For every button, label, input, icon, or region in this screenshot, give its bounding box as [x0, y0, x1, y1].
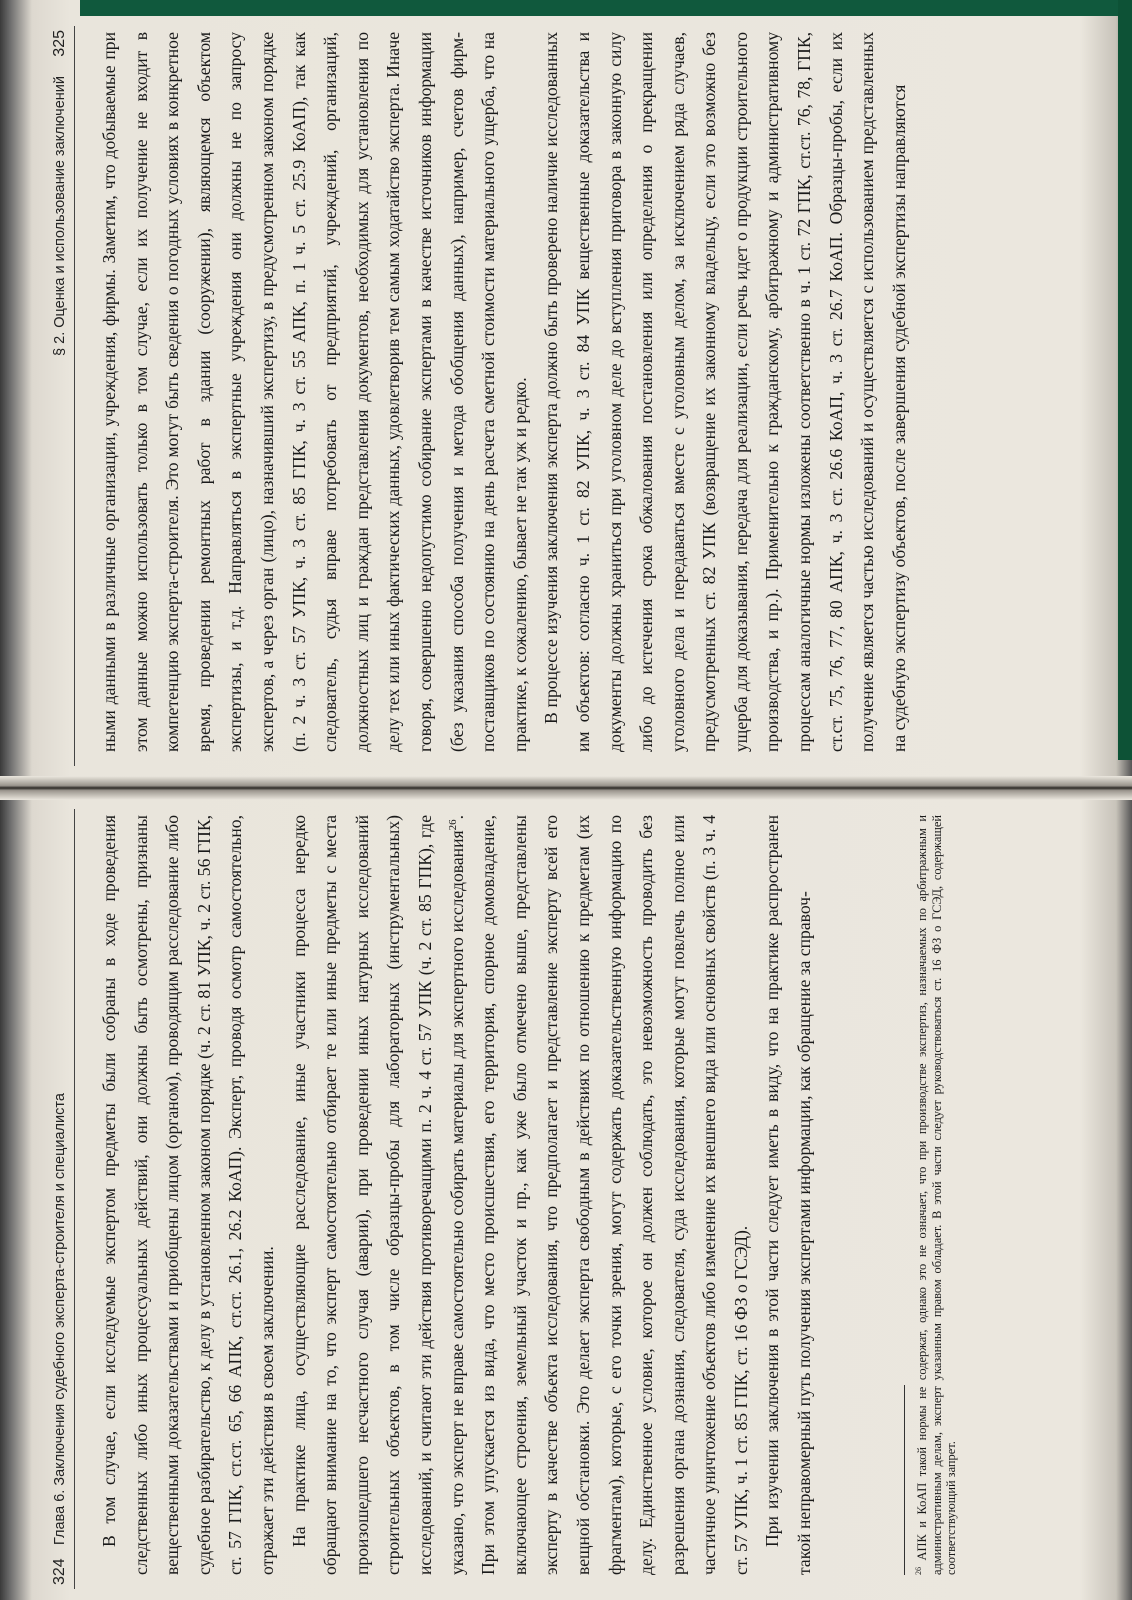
running-head	[50, 26, 75, 766]
paragraph: В том случае, если исследуемые экспертом предметы были собраны в ходе проведения следственных либо иных процессуальных действий, они должны быть осмотрены, признаны вещественными доказательствами и приобщены лицом (органом), проводящим расследование либо судебное разбирательство, к делу в установленном законом порядке (ч. 2 ст. 81 УПК, ч. 2 ст. 56 ГПК, ст. 57 ГПК, ст.ст. 65, 66 АПК, ст.ст. 26.1, 26.2 КоАП). Эксперт, проводя осмотр самостоятельно, отражает эти действия в своем заключении.	[99, 815, 277, 1575]
page-324-region	[30, 804, 1110, 1594]
running-head-title: Глава 6. Заключения судебного эксперта-строителя и специалиста	[52, 1093, 68, 1545]
paragraph	[284, 815, 758, 1575]
paragraph: При изучении заключения в этой части следует иметь в виду, что на практике распространен такой неправомерный путь получения экспертами информации, как обращение за справоч-	[762, 815, 815, 1575]
footnote-number: 26	[914, 1567, 923, 1575]
book-cover-edge	[80, 0, 1132, 16]
paragraph-text: На практике лица, осуществляющие расследование, иные участники процесса нередко обращают внимание на то, что эксперт самостоятельно отбирает те или иные предметы с места произошедшего несчастного случая (аварии), при проведении иных натурных исследований строительных объектов, в том числе образцы-пробы для лабораторных (инструментальных) исследований, и считают эти действия противоречащими п. 2 ч. 4 ст. 57 УПК (ч. 2 ст. 85 ГПК), где указано, что эксперт не вправе самостоятельно собирать материалы для экспертного исследования	[288, 815, 467, 1575]
body-text	[94, 815, 821, 1575]
paragraph: В процессе изучения заключения эксперта должно быть проверено наличие исследованных им объектов: согласно ч. 1 ст. 82 УПК, ч. 3 ст. 84 УПК вещественные доказательства и документы должны храниться при уголовном деле до вступления приговора в законную силу либо до истечения срока обжалования постановления или определения о прекращении уголовного дела и передаваться вместе с уголовным делом, за исключением ряда случаев, предусмотренных ст. 82 УПК (возвращение их законному владельцу, если это возможно без ущерба для доказывания, передача для реализации, если речь идет о продукции строительного производства, и пр.). Применительно к гражданскому, арбитражному и административному процессам аналогичные нормы изложены соответственно в ч. 1 ст. 72 ГПК, ст.ст. 76, 78, ГПК, ст.ст. 75, 76, 77, 80 АПК, ч. 3 ст. 26.6 КоАП, ч. 3 ст. 26.7 КоАП. Образцы-пробы, если их получение является частью исследований и осуществляется с использованием представленных на судебную экспертизу объектов, после завершения судебной экспертизы направляются	[541, 32, 909, 752]
footnote-marker: 26	[446, 819, 459, 831]
page-324	[50, 809, 1090, 1589]
page-number: 324	[51, 1558, 68, 1585]
running-head-title: § 2. Оценка и использование заключений	[52, 76, 68, 356]
page-325	[50, 26, 1090, 766]
footnote-divider	[904, 1385, 905, 1575]
paragraph-text-continued: . При этом упускается из вида, что место происшествия, его территория, спорное домовладение, включающее строения, земельный участок и пр., как уже было отмечено выше, представлены эксперту в качестве объекта исследования, что предполагает и представление эксперту всей его вещной обстановки. Это делает эксперта свободным в действиях по отношению к предметам (их фрагментам), которые, с его точки зрения, могут содержать доказательственную информацию по делу. Единственное условие, которое он должен соблюдать, это невозможность проводить без разрешения органа дознания, следователя, суда исследования, которые могут повлечь полное или частичное уничтожение объектов либо изменение их внешнего вида или основных свойств (п. 3 ч. 4 ст. 57 УПК, ч. 1 ст. 85 ГПК, ст. 16 ФЗ о ГСЭД).	[446, 815, 751, 1575]
body-text	[94, 32, 915, 752]
footnote	[912, 815, 959, 1575]
book-cover-edge-right	[1118, 0, 1132, 760]
running-head	[50, 809, 75, 1589]
page-number: 325	[51, 30, 68, 57]
book-gutter	[0, 776, 1132, 800]
page-325-region	[30, 20, 1110, 772]
footnote-text: АПК и КоАП такой нормы не содержат, однако это не означает, что при производстве экспертиз, назначаемых по арбитражным и административным делам, эксперт указанным правом обладает. В этой части следует руководствоваться ст. 16 ФЗ о ГСЭД, содержащей соответствующий запрет.	[915, 815, 959, 1575]
paragraph: ными данными в различные организации, учреждения, фирмы. Заметим, что добываемые при этом данные можно использовать только в том случае, если их получение не входит в компетенцию эксперта-строителя. Это могут быть сведения о погодных условиях в конкретное время, проведении ремонтных работ в здании (сооружении), являющемся объектом экспертизы, и т.д. Направляться в экспертные учреждения они должны не по запросу экспертов, а через орган (лицо), назначивший экспертизу, в предусмотренном законом порядке (п. 2 ч. 3 ст. 57 УПК, ч. 3 ст. 85 ГПК, ч. 3 ст. 55 АПК, п. 1 ч. 5 ст. 25.9 КоАП), так как следователь, судья вправе потребовать от предприятий, учреждений, организаций, должностных лиц и граждан представления документов, необходимых для установления по делу тех или иных фактических данных, удовлетворив тем самым ходатайство эксперта. Иначе говоря, совершенно недопустимо собирание экспертами в качестве источников информации (без указания способа получения и метода обобщения данных), например, счетов фирм-поставщиков по состоянию на день расчета сметной стоимости материального ущерба, что на практике, к сожалению, бывает не так уж и редко.	[99, 32, 530, 752]
